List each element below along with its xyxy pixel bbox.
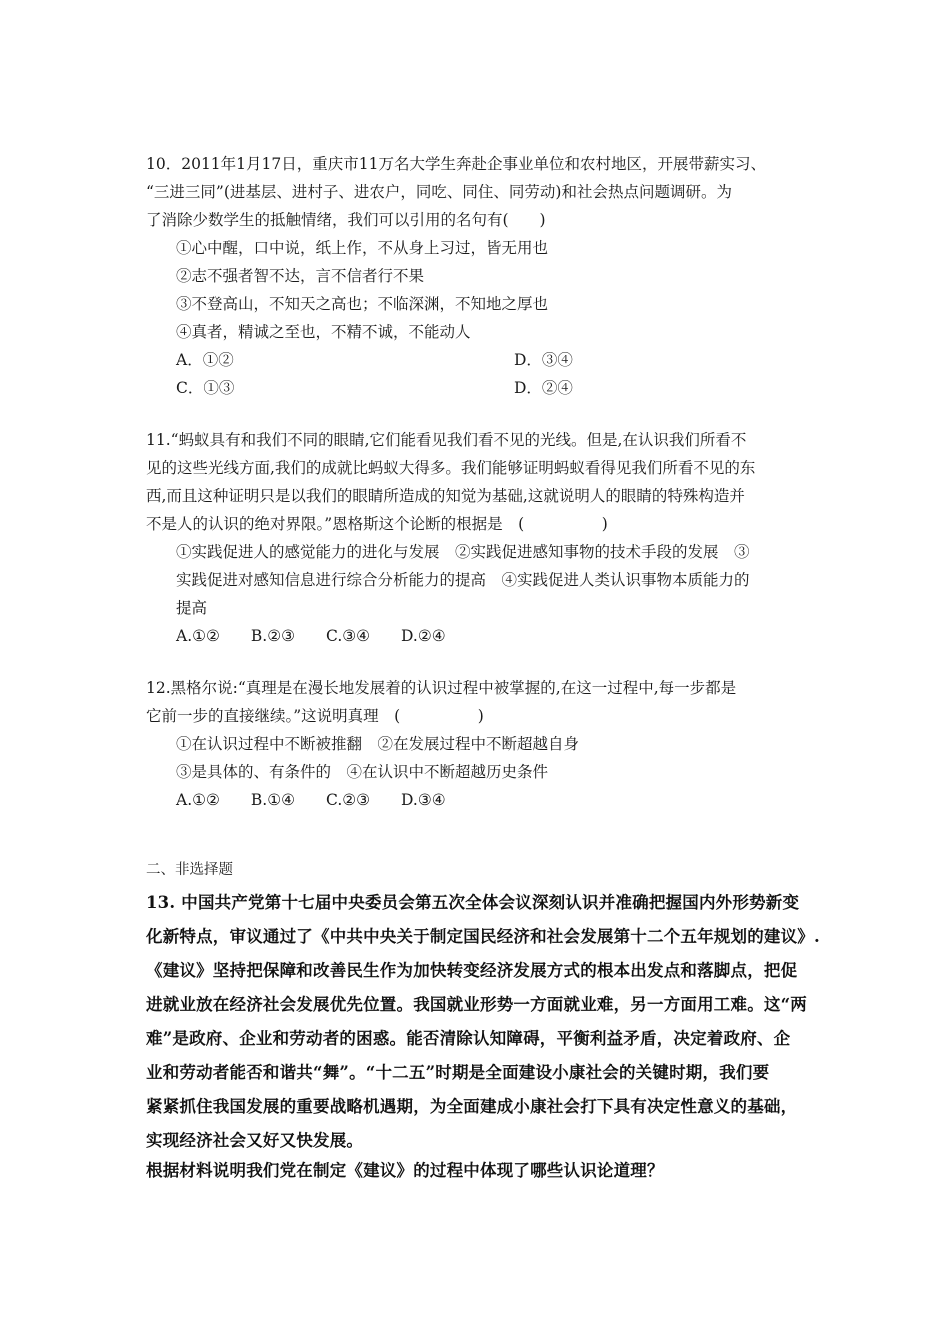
q10-stem-line-1: 10．2011年1月17日，重庆市11万名大学生奔赴企事业单位和农村地区，开展带薪实习、	[146, 155, 766, 173]
q12-item-line-1: ①在认识过程中不断被推翻 ②在发展过程中不断超越自身	[176, 735, 580, 753]
q11-stem-line-2: 见的这些光线方面,我们的成就比蚂蚁大得多。我们能够证明蚂蚁看得见我们所看不见的东	[146, 459, 756, 477]
q10-choice-a: A．①②	[176, 351, 234, 369]
q10-item-4: ④真者，精诚之至也，不精不诚，不能动人	[176, 323, 471, 341]
q13-material-line-2: 化新特点，审议通过了《中共中央关于制定国民经济和社会发展第十二个五年规划的建议》.	[146, 927, 820, 946]
q10-item-2: ②志不强者智不达，言不信者行不果	[176, 267, 425, 285]
q13-question: 根据材料说明我们党在制定《建议》的过程中体现了哪些认识论道理？	[146, 1161, 664, 1180]
q10-item-1: ①心中醒，口中说，纸上作，不从身上习过，皆无用也	[176, 239, 549, 257]
q12-item-line-2: ③是具体的、有条件的 ④在认识中不断超越历史条件	[176, 763, 549, 781]
q11-item-line-2: 实践促进对感知信息进行综合分析能力的提高 ④实践促进人类认识事物本质能力的	[176, 571, 750, 589]
q11-item-line-3: 提高	[176, 599, 208, 617]
q13-material-line-7: 紧紧抓住我国发展的重要战略机遇期，为全面建成小康社会打下具有决定性意义的基础，	[146, 1097, 798, 1116]
q11-stem-line-1: 11.“蚂蚁具有和我们不同的眼睛,它们能看见我们看不见的光线。但是,在认识我们所看不	[146, 431, 747, 449]
q11-stem-line-4: 不是人的认识的绝对界限。”恩格斯这个论断的根据是 ( )	[146, 515, 608, 533]
q10-choice-c: C．①③	[176, 379, 235, 397]
q12-stem-line-2: 它前一步的直接继续。”这说明真理 ( )	[146, 707, 484, 725]
section-heading: 二、非选择题	[146, 862, 233, 878]
q11-choices: A.①② B.②③ C.③④ D.②④	[176, 627, 446, 645]
q12-stem-line-1: 12.黑格尔说:“真理是在漫长地发展着的认识过程中被掌握的,在这一过程中,每一步都是	[146, 679, 737, 697]
q13-material-line-5: 难”是政府、企业和劳动者的困惑。能否清除认知障碍，平衡利益矛盾，决定着政府、企	[146, 1029, 791, 1048]
q13-material-line-1: 13. 中国共产党第十七届中央委员会第五次全体会议深刻认识并准确把握国内外形势新变	[146, 893, 800, 912]
q13-material-line-8: 实现经济社会又好又快发展。	[146, 1131, 364, 1150]
q13-material-line-3: 《建议》坚持把保障和改善民生作为加快转变经济发展方式的根本出发点和落脚点，把促	[146, 961, 798, 980]
q10-stem-line-3: 了消除少数学生的抵触情绪，我们可以引用的名句有( )	[146, 211, 546, 229]
q10-choice-d-first: D．③④	[514, 351, 573, 369]
q13-material-line-6: 业和劳动者能否和谐共“舞”。“十二五”时期是全面建设小康社会的关键时期，我们要	[146, 1063, 770, 1082]
q10-choice-d-second: D．②④	[514, 379, 573, 397]
q13-material-line-4: 进就业放在经济社会发展优先位置。我国就业形势一方面就业难，另一方面用工难。这“两	[146, 995, 807, 1014]
q11-item-line-1: ①实践促进人的感觉能力的进化与发展 ②实践促进感知事物的技术手段的发展 ③	[176, 543, 750, 561]
q10-item-3: ③不登高山，不知天之高也；不临深渊，不知地之厚也	[176, 295, 549, 313]
q12-choices: A.①② B.①④ C.②③ D.③④	[176, 791, 446, 809]
q11-stem-line-3: 西,而且这种证明只是以我们的眼睛所造成的知觉为基础,这就说明人的眼睛的特殊构造并	[146, 487, 745, 505]
q10-stem-line-2: “三进三同”(进基层、进村子、进农户，同吃、同住、同劳动)和社会热点问题调研。为	[146, 183, 732, 201]
